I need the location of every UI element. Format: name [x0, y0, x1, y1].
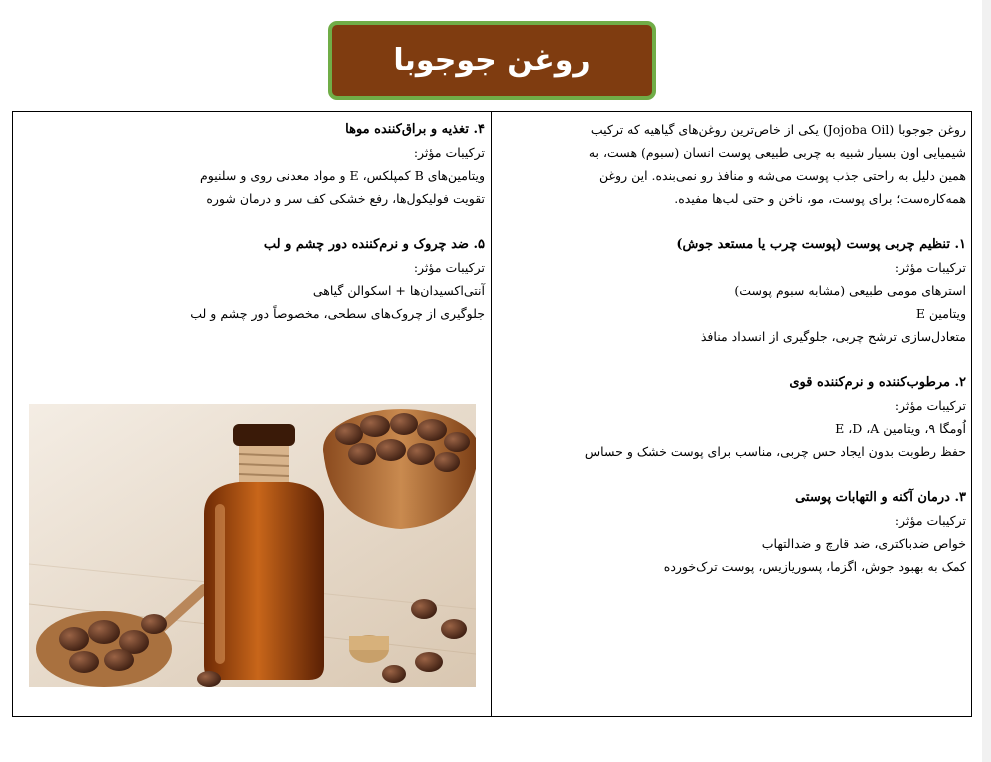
spacer	[499, 348, 966, 371]
section-3	[499, 486, 966, 578]
spacer	[499, 210, 966, 233]
section-line: جلوگیری از چروک‌های سطحی، مخصوصاً دور چشم و لب	[190, 306, 485, 321]
spacer	[25, 210, 485, 233]
section-line: آنتی‌اکسیدان‌ها + اسکوالن گیاهی	[312, 283, 485, 298]
section-line: متعادل‌سازی ترشح چربی، جلوگیری از انسداد منافذ	[700, 329, 966, 344]
spacer	[499, 463, 966, 486]
section-label: ترکیبات مؤثر:	[413, 260, 485, 275]
section-5	[25, 233, 485, 325]
section-line: اُومگا ۹، ویتامین E ،D ،A	[835, 421, 966, 436]
section-label: ترکیبات مؤثر:	[894, 398, 966, 413]
section-heading: ۲. مرطوب‌کننده و نرم‌کننده قوی	[789, 375, 966, 390]
intro-line: همین دلیل به راحتی جذب پوست می‌شه و منافذ رو نمی‌بنده. این روغن	[598, 168, 966, 183]
section-line: کمک به بهبود جوش، اگزما، پسوریازیس، پوست ترک‌خورده	[663, 559, 966, 574]
title-banner	[328, 21, 656, 100]
section-line: حفظ رطوبت بدون ایجاد حس چربی، مناسب برای پوست خشک و حساس	[584, 444, 966, 459]
page-title: روغن جوجوبا	[393, 43, 591, 78]
section-label: ترکیبات مؤثر:	[413, 145, 485, 160]
section-heading: ۱. تنظیم چربی پوست (پوست چرب یا مستعد جوش)	[676, 237, 966, 252]
right-column	[499, 112, 966, 578]
left-column	[25, 112, 485, 325]
section-line: ویتامین E	[915, 306, 966, 321]
section-line: ویتامین‌های B کمپلکس، E و مواد معدنی روی و سلنیوم	[200, 168, 485, 183]
section-heading: ۴. تغذیه و براق‌کننده موها	[345, 122, 485, 137]
section-line: خواص ضدباکتری، ضد قارچ و ضدالتهاب	[761, 536, 966, 551]
intro-line: همه‌کاره‌ست؛ برای پوست، مو، ناخن و حتی لب‌ها مفیده.	[674, 191, 966, 206]
section-label: ترکیبات مؤثر:	[894, 513, 966, 528]
section-heading: ۳. درمان آکنه و التهابات پوستی	[795, 490, 966, 505]
section-2	[499, 371, 966, 463]
section-4	[25, 118, 485, 210]
intro-line: روغن جوجوبا (Jojoba Oil) یکی از خاص‌ترین روغن‌های گیاهیه که ترکیب	[590, 122, 966, 137]
section-line: تقویت فولیکول‌ها، رفع خشکی کف سر و درمان شوره	[206, 191, 485, 206]
content-table	[12, 111, 972, 717]
column-divider	[491, 112, 492, 716]
section-1	[499, 233, 966, 348]
section-heading: ۵. ضد چروک و نرم‌کننده دور چشم و لب	[263, 237, 485, 252]
jojoba-oil-photo	[29, 404, 476, 687]
page-scroll-strip	[982, 0, 991, 762]
section-line: استرهای مومی طبیعی (مشابه سبوم پوست)	[734, 283, 966, 298]
section-label: ترکیبات مؤثر:	[894, 260, 966, 275]
intro-line: شیمیایی اون بسیار شبیه به چربی طبیعی پوست انسان (سبوم) هست، به	[588, 145, 966, 160]
intro-paragraph	[499, 118, 966, 210]
